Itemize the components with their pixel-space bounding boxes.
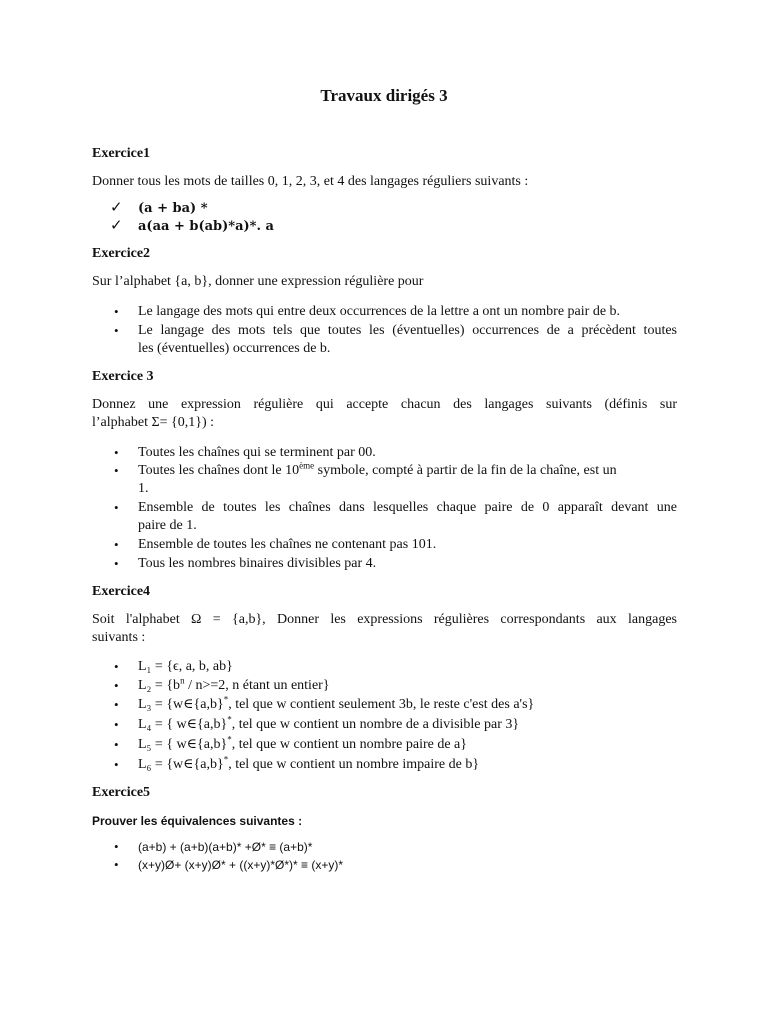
bullet-icon: • xyxy=(114,857,119,872)
bullet-icon: • xyxy=(114,537,119,552)
exercise3-item-4: Ensemble de toutes les chaînes ne contenant pas 101. xyxy=(138,537,437,552)
checkmark-icon: ✓ xyxy=(110,218,123,234)
bullet-icon: • xyxy=(114,445,119,460)
bullet-icon: • xyxy=(114,839,119,854)
bullet-icon: • xyxy=(114,556,119,571)
equivalence-1: (a+b) + (a+b)(a+b)* +Ø* ≡ (a+b)* xyxy=(138,840,313,854)
language-l3: L₃ = {w∈{a,b}*, tel que w contient seulement 3b, le reste c'est des a's} xyxy=(138,694,535,712)
page-title: Travaux dirigés 3 xyxy=(320,86,448,105)
bullet-icon: • xyxy=(114,678,119,693)
exercise5-intro: Prouver les équivalences suivantes : xyxy=(92,814,303,828)
bullet-icon: • xyxy=(114,737,119,752)
exercise1-intro: Donner tous les mots de tailles 0, 1, 2, 3, et 4 des langages réguliers suivants : xyxy=(92,174,529,189)
bullet-icon: • xyxy=(114,659,119,674)
exercise2-heading: Exercice2 xyxy=(92,246,151,261)
exercise3-intro-line1: Donnez une expression régulière qui accepte chacun des langages suivants (définis sur xyxy=(92,397,677,412)
exercise2-item-2-line1: Le langage des mots tels que toutes les (éventuelles) occurrences de a précèdent toutes xyxy=(138,323,677,338)
exercise3-item-2-line1: Toutes les chaînes dont le 10ème symbole, compté à partir de la fin de la chaîne, est un xyxy=(138,460,617,478)
bullet-icon: • xyxy=(114,500,119,515)
exercise3-item-1: Toutes les chaînes qui se terminent par 00. xyxy=(138,445,376,460)
bullet-icon: • xyxy=(114,757,119,772)
exercise3-heading: Exercice 3 xyxy=(92,369,154,384)
bullet-icon: • xyxy=(114,717,119,732)
exercise2-item-2-line2: les (éventuelles) occurrences de b. xyxy=(138,341,331,356)
bullet-icon: • xyxy=(114,463,119,478)
exercise4-heading: Exercice4 xyxy=(92,584,151,599)
bullet-icon: • xyxy=(114,323,119,338)
exercise3-item-2-line2: 1. xyxy=(138,481,149,496)
exercise1-expression-1: (a + ba) * xyxy=(138,201,208,216)
superscript-eme: ème xyxy=(299,460,315,471)
exercise1-expression-2: a(aa + b(ab)*a)*. a xyxy=(138,219,274,234)
exercise2-item-1: Le langage des mots qui entre deux occurrences de la lettre a ont un nombre pair de b. xyxy=(138,304,621,319)
exercise4-intro-line1: Soit l'alphabet Ω = {a,b}, Donner les expressions régulières correspondants aux langages xyxy=(92,612,677,627)
exercise4-intro-line2: suivants : xyxy=(92,630,146,645)
exercise3-item-3-line2: paire de 1. xyxy=(138,518,197,533)
exercise1-heading: Exercice1 xyxy=(92,146,151,161)
checkmark-icon: ✓ xyxy=(110,200,123,216)
language-l1: L₁ = {ϵ, a, b, ab} xyxy=(138,659,233,674)
language-l5: L₅ = { w∈{a,b}*, tel que w contient un nombre paire de a} xyxy=(138,734,467,752)
language-l6: L₆ = {w∈{a,b}*, tel que w contient un nombre impaire de b} xyxy=(138,754,480,772)
bullet-icon: • xyxy=(114,304,119,319)
exercise2-intro: Sur l’alphabet {a, b}, donner une expression régulière pour xyxy=(92,274,424,289)
language-l2: $L_2 = \{b^n / n>=2$, n étant un entier} xyxy=(138,675,330,693)
language-l4: L₄ = { w∈{a,b}*, tel que w contient un nombre de a divisible par 3} xyxy=(138,714,520,732)
exercise5-heading: Exercice5 xyxy=(92,785,151,800)
exercise3-item-3-line1: Ensemble de toutes les chaînes dans lesquelles chaque paire de 0 apparaît devant une xyxy=(138,500,677,515)
equivalence-2: (x+y)Ø+ (x+y)Ø* + ((x+y)*Ø*)* ≡ (x+y)* xyxy=(138,858,344,872)
bullet-icon: • xyxy=(114,697,119,712)
exercise3-item-5: Tous les nombres binaires divisibles par 4. xyxy=(138,556,377,571)
exercise3-intro-line2: l’alphabet Σ= {0,1}) : xyxy=(92,415,215,430)
